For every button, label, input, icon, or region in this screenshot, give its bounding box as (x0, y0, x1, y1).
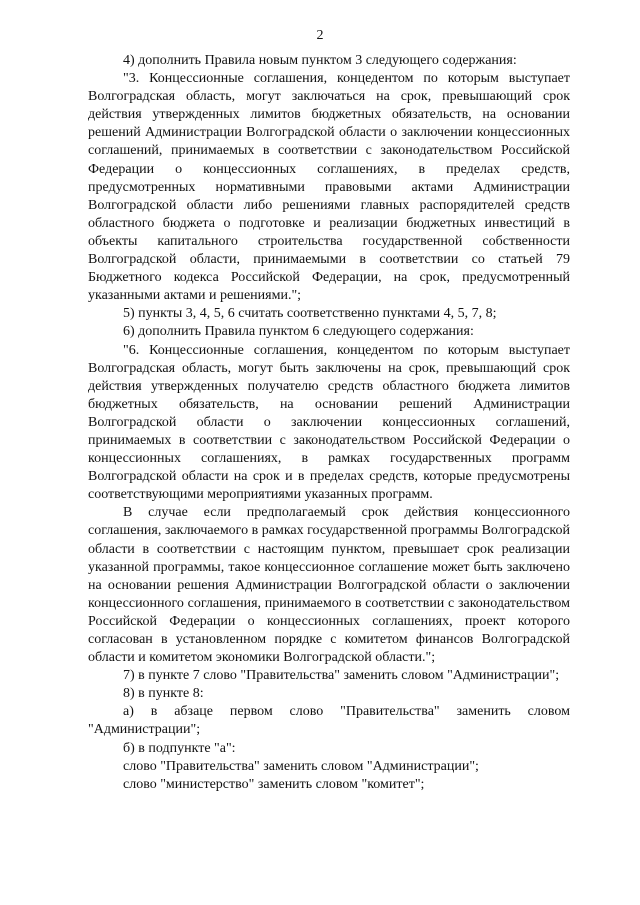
paragraph-item-8-b: б) в подпункте "а": (123, 740, 236, 756)
paragraph-item-8-a: а) в абзаце первом слово "Правительства" заменить словом "Администрации"; (88, 704, 570, 738)
paragraph-item-6: 6) дополнить Правила пунктом 6 следующего содержания: (123, 324, 474, 340)
page-number: 2 (316, 28, 324, 43)
paragraph-new-point-6: "6. Концессионные соглашения, концедентом по которым выступает Волгоградская область, могут быть заключены на срок, превышающий срок действия утвержденных получателю средств областного бюджета лимитов бюджетных обязательств, на основании решений Администрации Волгоградской области о заключении концессионных соглашений, принимаемых в соответствии с законодательством Российской Федерации о концессионных соглашениях, в рамках государственных программ Волгоградской области на срок и в пределах средств, которые предусмотрены соответствующими мероприятиями указанных программ. (88, 342, 570, 503)
paragraph-item-8: 8) в пункте 8: (123, 686, 204, 702)
paragraph-item-7: 7) в пункте 7 слово "Правительства" заменить словом "Администрации"; (123, 668, 560, 684)
paragraph-point-6-second: В случае если предполагаемый срок действия концессионного соглашения, заключаемого в рамках государственной программы Волгоградской области в соответствии с настоящим пунктом, превышает срок реализации указанной программы, такое концессионное соглашение может быть заключено на основании решения Администрации Волгоградской области о заключении концессионного соглашения, принимаемого в соответствии с законодательством Российской Федерации о концессионных соглашениях, проект которого согласован в установленном порядке с комитетом финансов Волгоградской области и комитетом экономики Волгоградской области."; (88, 505, 570, 666)
paragraph-item-4: 4) дополнить Правила новым пунктом 3 следующего содержания: (123, 53, 517, 68)
document-body (88, 52, 570, 794)
paragraph-replace-ministry: слово "министерство" заменить словом "комитет"; (123, 776, 425, 792)
paragraph-new-point-3: "3. Концессионные соглашения, концедентом по которым выступает Волгоградская область, могут заключаться на срок, превышающий срок действия утвержденных лимитов бюджетных обязательств, на основании решений Администрации Волгоградской области о заключении концессионных соглашений, принимаемых в соответствии с законодательством Российской Федерации о концессионных соглашениях, в пределах средств, предусмотренных нормативными правовыми актами Администрации Волгоградской области либо решениями главных распорядителей средств областного бюджета о подготовке и реализации бюджетных инвестиций в объекты капитального строительства государственной собственности Волгоградской области, принимаемыми в соответствии со статьей 79 Бюджетного кодекса Российской Федерации, на срок, предусмотренный указанными актами и решениями."; (88, 71, 570, 304)
paragraph-replace-government: слово "Правительства" заменить словом "Администрации"; (123, 758, 479, 774)
paragraph-item-5: 5) пункты 3, 4, 5, 6 считать соответственно пунктами 4, 5, 7, 8; (123, 306, 497, 322)
